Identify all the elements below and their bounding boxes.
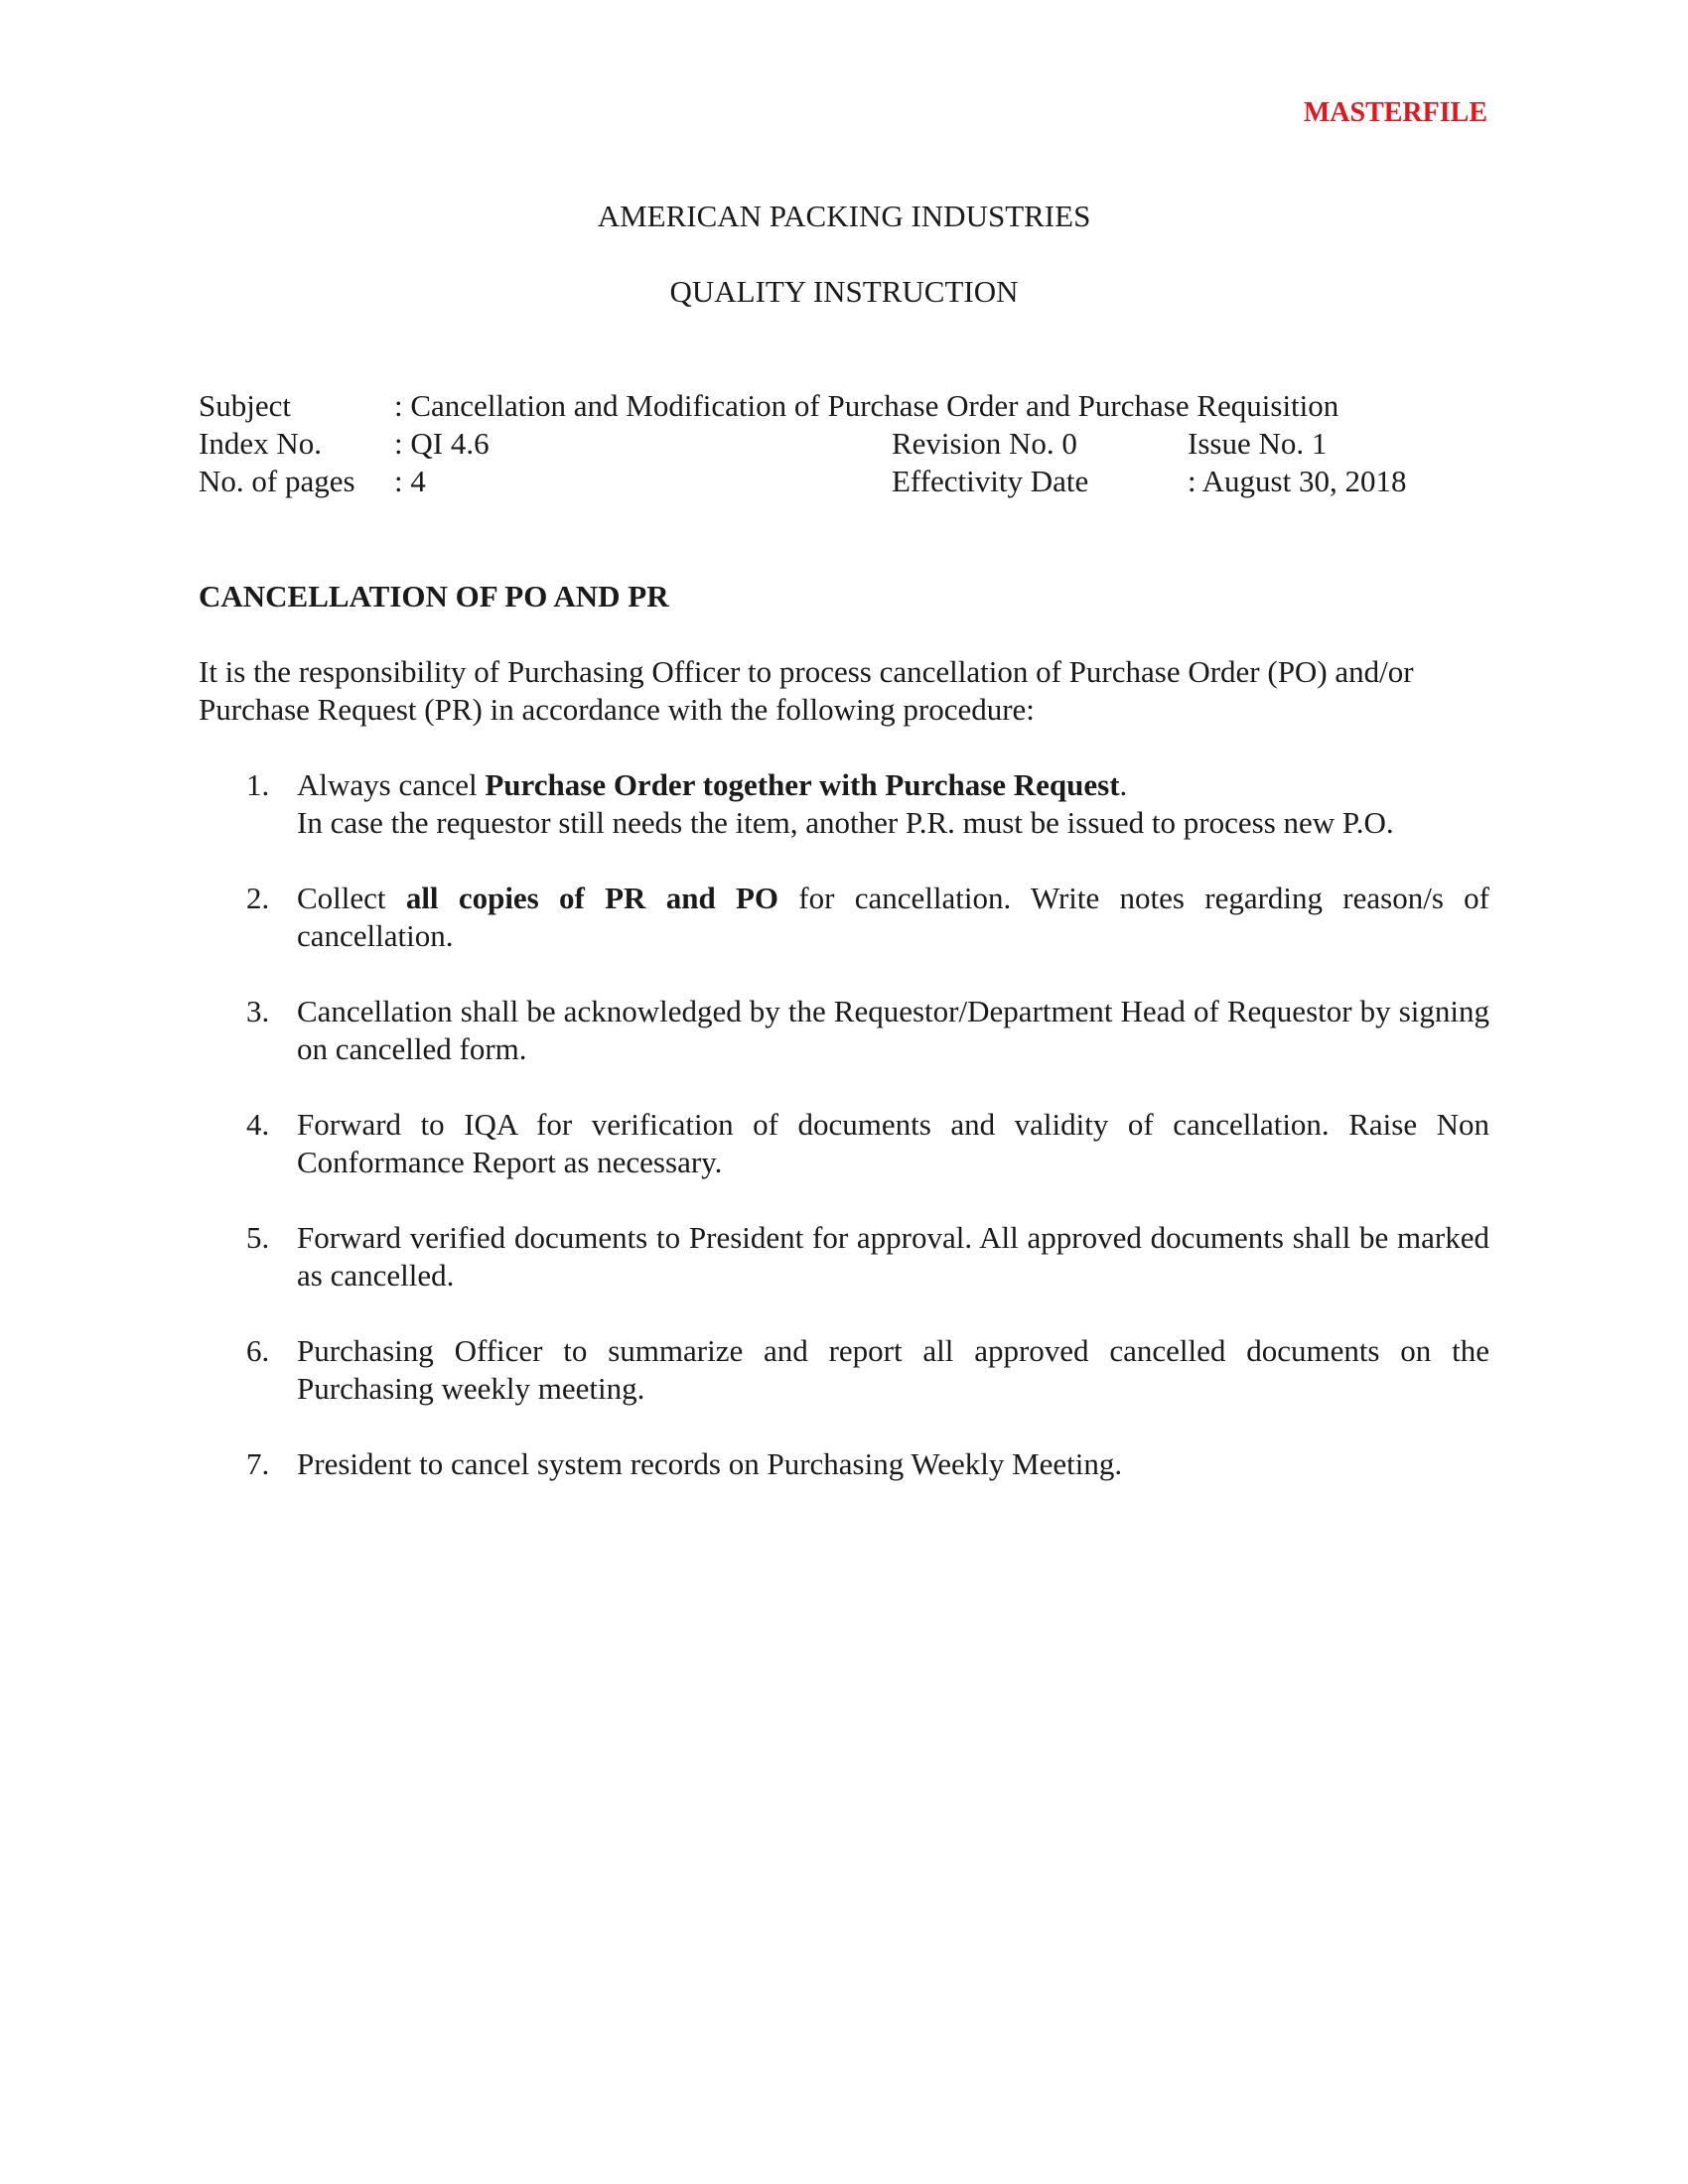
step-emphasis: Purchase Order together with Purchase Request <box>485 767 1120 802</box>
section-title: CANCELLATION OF PO AND PR <box>199 579 669 614</box>
pages-value: : 4 <box>394 464 426 498</box>
effectivity-value: : August 30, 2018 <box>1188 464 1407 498</box>
step-number: 4. <box>246 1107 270 1142</box>
step-number: 1. <box>246 767 270 802</box>
step-number: 2. <box>246 881 270 915</box>
step-text: . <box>1119 767 1128 802</box>
index-label: Index No. <box>199 426 322 461</box>
step-text: for cancellation. Write notes regarding reason/s of cancellation. <box>297 881 1489 953</box>
intro-paragraph: It is the responsibility of Purchasing Officer to process cancellation of Purchase Order (PO) and/or Purchase Request (PR) in accordance with the following procedure: <box>199 654 1414 727</box>
step-text: Always cancel <box>297 767 486 802</box>
index-value: : QI 4.6 <box>394 426 490 461</box>
step-item <box>199 993 1489 1068</box>
subject-label: Subject <box>199 388 291 423</box>
step-text: Forward verified documents to President for approval. All approved documents shall be marked as cancelled. <box>297 1220 1489 1293</box>
step-number: 6. <box>246 1333 270 1368</box>
document-meta <box>199 387 1489 500</box>
document-type: QUALITY INSTRUCTION <box>669 274 1019 309</box>
step-item <box>199 1332 1489 1408</box>
step-item <box>199 1106 1489 1181</box>
step-text: Forward to IQA for verification of documents and validity of cancellation. Raise Non Conformance Report as necessary. <box>297 1107 1489 1179</box>
effectivity-label: Effectivity Date <box>892 464 1089 498</box>
step-text: Collect <box>297 881 406 915</box>
masterfile-stamp: MASTERFILE <box>1303 97 1487 128</box>
subject-value: : Cancellation and Modification of Purchase Order and Purchase Requisition <box>394 388 1339 423</box>
revision-number: Revision No. 0 <box>892 426 1077 461</box>
step-text: Cancellation shall be acknowledged by the Requestor/Department Head of Requestor by signing on cancelled form. <box>297 994 1489 1066</box>
step-number: 5. <box>246 1220 270 1255</box>
step-item <box>199 1445 1489 1483</box>
meta-row-index <box>199 425 1489 463</box>
step-number: 7. <box>246 1446 270 1481</box>
step-text: Purchasing Officer to summarize and report all approved cancelled documents on the Purchasing weekly meeting. <box>297 1333 1489 1406</box>
step-note: In case the requestor still needs the item, another P.R. must be issued to process new P.O. <box>297 805 1394 840</box>
pages-label: No. of pages <box>199 464 355 498</box>
issue-number: Issue No. 1 <box>1188 426 1328 461</box>
step-number: 3. <box>246 994 270 1028</box>
meta-row-subject <box>199 387 1489 425</box>
step-item <box>199 766 1489 842</box>
meta-row-pages <box>199 463 1489 500</box>
step-item <box>199 880 1489 955</box>
company-name: AMERICAN PACKING INDUSTRIES <box>597 199 1091 233</box>
procedure-steps <box>199 766 1489 1521</box>
step-text: President to cancel system records on Purchasing Weekly Meeting. <box>297 1446 1123 1481</box>
step-emphasis: all copies of PR and PO <box>405 881 779 915</box>
step-item <box>199 1219 1489 1295</box>
